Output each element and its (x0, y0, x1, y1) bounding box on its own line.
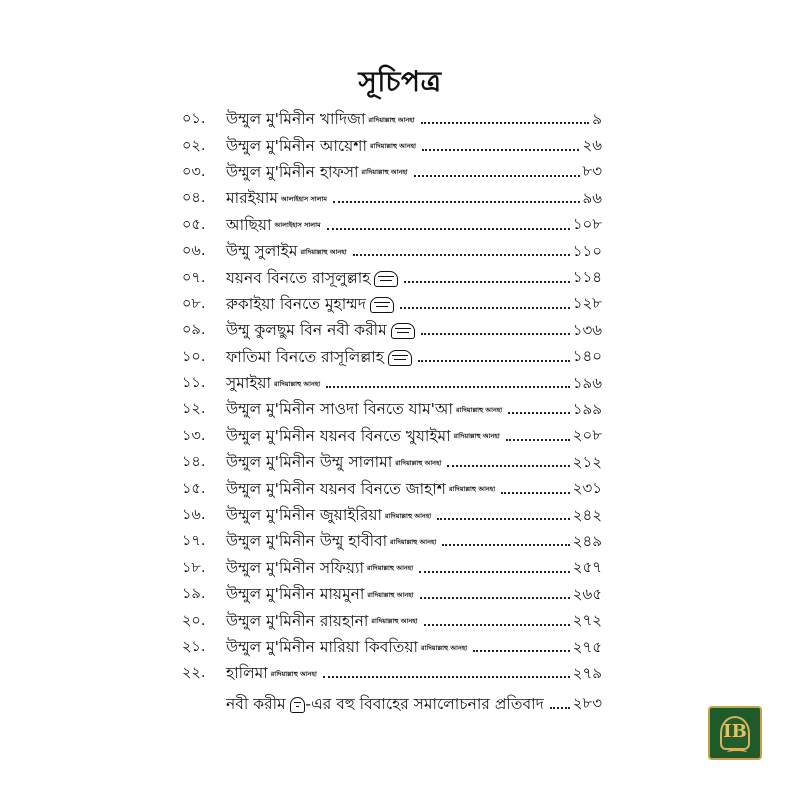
honorific-radi: রাদিয়াল্লাহু আনহা (367, 590, 414, 599)
toc-row[interactable] (182, 371, 602, 397)
dot-leader (400, 297, 570, 309)
toc-number: ০৮. (182, 295, 206, 312)
toc-row[interactable] (182, 318, 602, 344)
toc-row[interactable] (182, 133, 602, 159)
toc-row[interactable] (182, 292, 602, 318)
toc-number: ১৪. (182, 454, 206, 471)
toc-row[interactable] (182, 503, 602, 529)
toc-number: ১৬. (182, 507, 206, 524)
toc-row[interactable] (182, 424, 602, 450)
dot-leader (508, 402, 570, 414)
toc-number: ২২. (182, 665, 206, 682)
logo-monogram: IB (723, 721, 747, 742)
honorific-radi: রাদিয়াল্লাহু আনহা (421, 643, 468, 652)
honorific-radi: রাদিয়াল্লাহু আনহা (300, 247, 347, 256)
honorific-radi: রাদিয়াল্লাহু আনহা (456, 405, 503, 414)
toc-entry (226, 661, 573, 687)
calligraphy-seal-icon (290, 697, 306, 713)
toc-entry (226, 239, 573, 265)
toc-entry (226, 134, 582, 160)
toc-entry (226, 160, 583, 186)
dot-leader (473, 640, 570, 652)
toc-entry (226, 107, 592, 133)
honorific-radi: রাদিয়াল্লাহু আনহা (361, 168, 408, 177)
toc-title: মারইয়াম (226, 189, 278, 208)
dot-leader (501, 482, 570, 494)
honorific-radi: রাদিয়াল্লাহু আনহা (371, 617, 418, 626)
toc-title: রুকাইয়া বিনতে মুহাম্মদ (226, 294, 366, 313)
honorific-radi: রাদিয়াল্লাহু আনহা (395, 458, 442, 467)
toc-title: সুমাইয়া (226, 374, 272, 393)
toc-entry (226, 556, 573, 582)
toc-number: ০৯. (182, 322, 206, 339)
toc-number: ২০. (182, 612, 206, 629)
honorific-radi: রাদিয়াল্লাহু আনহা (368, 115, 415, 124)
calligraphy-seal-icon (370, 297, 394, 313)
toc-page-number: ১৪০ (572, 347, 602, 366)
dot-leader (414, 165, 580, 177)
toc-title: উম্মু সুলাইম (226, 242, 298, 261)
toc-page-number: ৮৩ (582, 162, 602, 181)
toc-page-number: ১৯৯ (572, 399, 602, 418)
toc-title: উম্মুল মু'মিনীন যয়নব বিনতে জাহাশ (226, 479, 446, 498)
toc-title-part1: নবী করীম (226, 694, 286, 713)
toc-title: উম্মুল মু'মিনীন সফিয়্যা (226, 558, 364, 577)
toc-page-number: ২৬ (582, 136, 602, 155)
toc-entry (226, 318, 573, 344)
toc-row[interactable] (182, 529, 602, 555)
calligraphy-seal-icon (388, 350, 412, 366)
toc-page-number: ৯৬ (582, 188, 602, 207)
toc-entry (226, 292, 573, 318)
toc-number: ১৫. (182, 480, 206, 497)
toc-number: ১০. (182, 348, 206, 365)
toc-page-number: ২৭২ (572, 611, 602, 630)
toc-number: ১৭. (182, 533, 206, 550)
toc-title: উম্মুল মু'মিনীন খাদিজা (226, 110, 366, 129)
toc-page-number: ১১০ (572, 241, 602, 260)
dot-leader (437, 508, 570, 520)
toc-entry (226, 371, 573, 397)
dot-leader (421, 323, 570, 335)
toc-row[interactable] (182, 582, 602, 608)
toc-page-number: ২৮৩ (572, 694, 602, 713)
dot-leader (326, 376, 570, 388)
honorific-radi: রাদিয়াল্লাহু আনহা (366, 564, 414, 573)
toc-row[interactable] (182, 661, 602, 687)
open-book-icon (727, 749, 747, 756)
toc-number: ১৩. (182, 427, 206, 444)
toc-title: উম্মুল মু'মিনীন উম্মু হাবীবা (226, 532, 388, 551)
honorific-salam: আলাইহাস সালাম (280, 194, 328, 203)
toc-row[interactable] (182, 450, 602, 476)
toc-title-part2: -এর বহু বিবাহের সমালোচনার প্রতিবাদ (305, 694, 544, 713)
toc-number: ২১. (182, 639, 206, 655)
toc-title: উম্মুল মু'মিনীন আয়েশা (226, 136, 367, 155)
logo-arch-icon (720, 716, 750, 750)
toc-row[interactable] (182, 239, 602, 265)
dot-leader (442, 534, 569, 546)
toc-page-number: ১০৮ (572, 215, 602, 234)
toc-row[interactable] (182, 556, 602, 582)
dot-leader (418, 350, 570, 362)
honorific-radi: রাদিয়াল্লাহু আনহা (384, 511, 432, 520)
toc-number: ০৫. (182, 216, 206, 233)
toc-entry (226, 477, 573, 503)
dot-leader (550, 697, 570, 709)
toc-title: উম্মুল মু'মিনীন সাওদা বিনতে যাম'আ (226, 400, 454, 419)
dot-leader (419, 561, 570, 573)
toc-page-number: ১১৪ (572, 268, 602, 287)
toc-row[interactable] (182, 107, 602, 133)
toc-row[interactable] (182, 345, 602, 371)
toc-page-number: ২৭৫ (572, 637, 602, 656)
toc-row-final[interactable] (182, 692, 602, 718)
publisher-logo (708, 706, 762, 760)
toc-entry (226, 213, 573, 239)
toc-number: ১২. (182, 401, 206, 418)
toc-number: ১১. (182, 375, 206, 392)
toc-title: যয়নব বিনতে রাসূলুল্লাহ (226, 268, 371, 287)
toc-entry (226, 424, 573, 450)
toc-number: ০৭. (182, 269, 206, 286)
toc-page-number: ২৩১ (572, 479, 602, 498)
calligraphy-seal-icon (374, 271, 398, 287)
toc-page-number: ১২৮ (572, 294, 602, 313)
toc-row[interactable] (182, 608, 602, 634)
dot-leader (421, 112, 590, 124)
toc-page-number: ২১২ (572, 452, 602, 471)
toc-row[interactable] (182, 476, 602, 502)
dot-leader (447, 455, 569, 467)
honorific-radi: রাদিয়াল্লাহু আনহা (448, 485, 496, 494)
calligraphy-seal-icon (391, 323, 415, 339)
toc-entry (226, 450, 573, 476)
toc-entry (226, 345, 573, 371)
honorific-radi: রাদিয়াল্লাহু আনহা (369, 142, 417, 151)
toc-entry (226, 692, 573, 718)
toc-number: ০১. (182, 111, 206, 128)
honorific-radi: রাদিয়াল্লাহু আনহা (270, 669, 317, 678)
toc-entry (226, 397, 573, 423)
honorific-radi: রাদিয়াল্লাহু আনহা (274, 379, 321, 388)
toc-title: উম্মুল মু'মিনীন মায়মুনা (226, 585, 365, 604)
dot-leader (404, 271, 569, 283)
dot-leader (424, 614, 570, 626)
dot-leader (323, 666, 570, 678)
toc-page-number: ২০৮ (572, 426, 602, 445)
toc-title: উম্মুল মু'মিনীন উম্মু সালামা (226, 453, 393, 472)
toc-number: ১৮. (182, 559, 206, 576)
toc-row[interactable] (182, 635, 602, 661)
toc-row[interactable] (182, 213, 602, 239)
toc-page-number: ২৫৭ (572, 558, 602, 577)
toc-title: ফাতিমা বিনতে রাসূলিল্লাহ (226, 347, 384, 366)
toc-entry (226, 186, 583, 212)
honorific-radi: রাদিয়াল্লাহু আনহা (453, 432, 500, 441)
dot-leader (506, 429, 570, 441)
toc-page-number: ১৩৬ (572, 320, 602, 339)
toc-entry (226, 503, 573, 529)
toc-entry (226, 266, 573, 292)
toc-entry (226, 635, 573, 661)
toc-entry (226, 609, 573, 635)
toc-number: ০২. (182, 137, 206, 154)
dot-leader (422, 139, 579, 151)
toc-number: ০৩. (182, 163, 206, 180)
dot-leader (327, 218, 570, 230)
toc-page-number: ২৬৫ (572, 584, 602, 603)
toc-title: উম্মুল মু'মিনীন মারিয়া কিবতিয়া (226, 638, 419, 656)
toc-title: হালিমা (226, 664, 268, 683)
page-title: সূচিপত্র (358, 65, 442, 98)
honorific-salam: আলাইহাস সালাম (274, 221, 321, 230)
table-of-contents (182, 107, 602, 718)
toc-title: উম্মুল মু'মিনীন জুয়াইরিয়া (226, 506, 382, 525)
toc-title: উম্মু কুলছুম বিন নবী করীম (226, 321, 387, 340)
toc-number: ০৪. (182, 190, 206, 207)
toc-title: উম্মুল মু'মিনীন রায়হানা (226, 611, 369, 630)
toc-page-number: ১৯৬ (572, 373, 602, 392)
dot-leader (420, 587, 570, 599)
dot-leader (353, 244, 570, 256)
toc-row[interactable] (182, 186, 602, 212)
toc-page-number: ২৭৯ (572, 663, 602, 682)
toc-page-number: ২৪২ (572, 505, 602, 524)
toc-row[interactable] (182, 160, 602, 186)
toc-title: আছিয়া (226, 215, 272, 234)
toc-row[interactable] (182, 265, 602, 291)
toc-title: উম্মুল মু'মিনীন হাফসা (226, 162, 359, 181)
toc-number: ১৯. (182, 586, 206, 603)
toc-page-number: ২৪৯ (572, 531, 602, 550)
toc-entry (226, 529, 573, 555)
toc-title: উম্মুল মু'মিনীন যয়নব বিনতে খুযাইমা (226, 426, 451, 445)
toc-number: ০৬. (182, 243, 206, 260)
dot-leader (333, 191, 579, 203)
toc-row[interactable] (182, 397, 602, 423)
honorific-radi: রাদিয়াল্লাহু আনহা (390, 537, 437, 546)
toc-page-number: ৯ (592, 109, 602, 128)
toc-entry (226, 582, 573, 608)
